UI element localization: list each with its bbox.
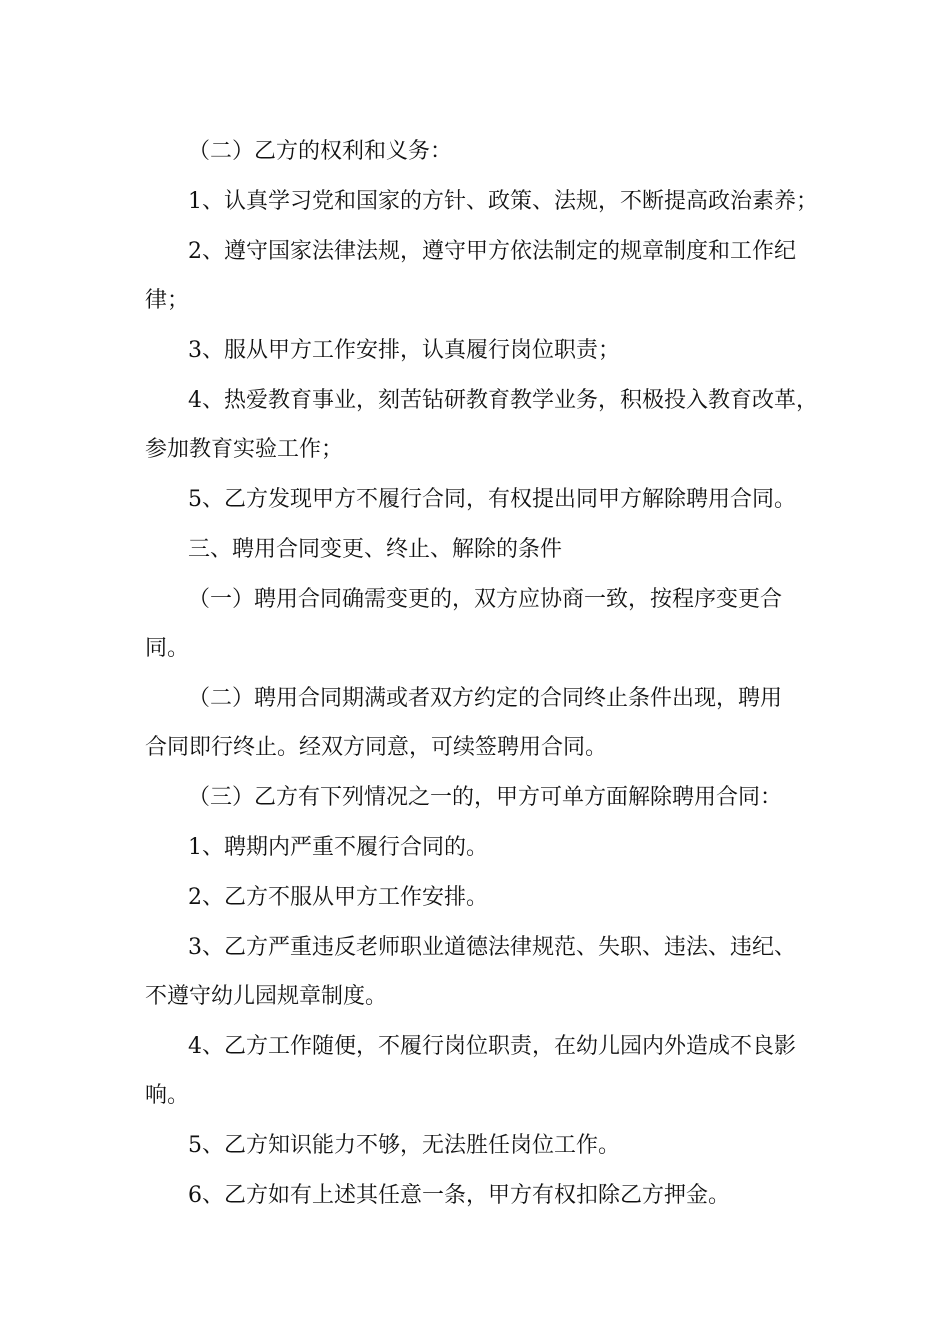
paragraph-line: 律； — [145, 288, 190, 313]
paragraph-line: 5、乙方发现甲方不履行合同，有权提出同甲方解除聘用合同。 — [188, 487, 796, 512]
paragraph-line: 不遵守幼儿园规章制度。 — [145, 984, 388, 1009]
paragraph-line: 1、聘期内严重不履行合同的。 — [188, 835, 488, 860]
section-heading: 三、聘用合同变更、终止、解除的条件 — [188, 537, 563, 562]
paragraph-line: 3、乙方严重违反老师职业道德法律规范、失职、违法、违纪、 — [188, 935, 796, 960]
paragraph-line: 5、乙方知识能力不够，无法胜任岗位工作。 — [188, 1133, 620, 1158]
paragraph-line: 1、认真学习党和国家的方针、政策、法规，不断提高政治素养； — [188, 189, 818, 214]
paragraph-line: 4、热爱教育事业，刻苦钻研教育教学业务，积极投入教育改革， — [188, 388, 818, 413]
paragraph-line: （一）聘用合同确需变更的，双方应协商一致，按程序变更合 — [188, 587, 783, 612]
paragraph-line: 3、服从甲方工作安排，认真履行岗位职责； — [188, 338, 620, 363]
paragraph-line: 合同即行终止。经双方同意，可续签聘用合同。 — [145, 735, 608, 760]
paragraph-line: 2、乙方不服从甲方工作安排。 — [188, 885, 488, 910]
paragraph-line: （三）乙方有下列情况之一的，甲方可单方面解除聘用合同： — [188, 785, 783, 810]
paragraph-line: （二）聘用合同期满或者双方约定的合同终止条件出现，聘用 — [188, 686, 783, 711]
paragraph-line: 2、遵守国家法律法规，遵守甲方依法制定的规章制度和工作纪 — [188, 239, 796, 264]
paragraph-line: 6、乙方如有上述其任意一条，甲方有权扣除乙方押金。 — [188, 1183, 730, 1208]
paragraph-line: 响。 — [145, 1083, 190, 1108]
paragraph-line: 4、乙方工作随便，不履行岗位职责，在幼儿园内外造成不良影 — [188, 1034, 796, 1059]
paragraph-line: 参加教育实验工作； — [145, 437, 344, 462]
paragraph-line: 同。 — [145, 636, 190, 661]
section-heading: （二）乙方的权利和义务： — [188, 139, 453, 164]
